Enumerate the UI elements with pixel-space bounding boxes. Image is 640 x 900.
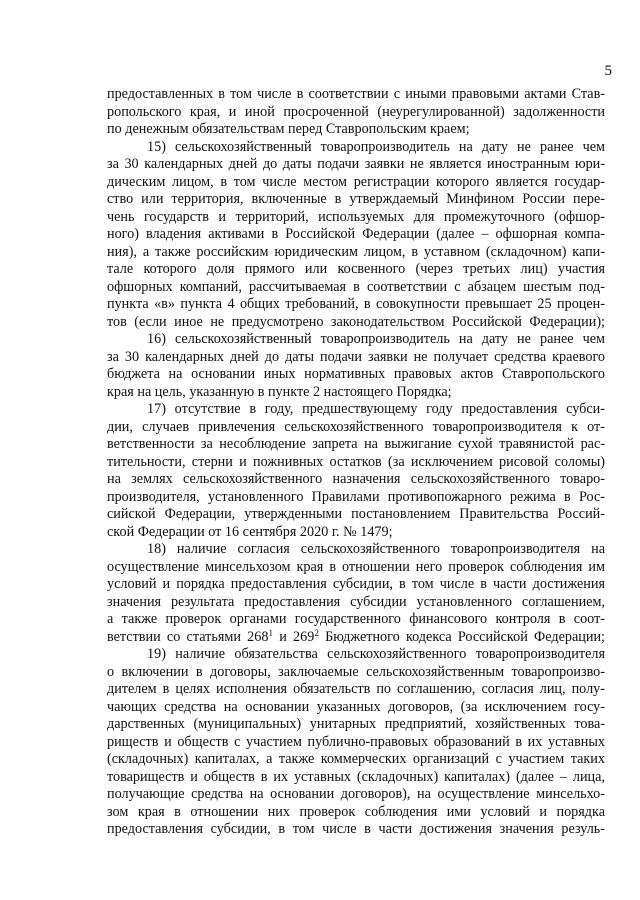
superscript: 2 — [314, 627, 319, 638]
text-line: зом края в отношении них проверок соблюдения ими условий и порядка — [107, 803, 605, 820]
text-line: за 30 календарных дней до даты подачи заявки не получает средства краевого — [107, 348, 605, 365]
text-line: за 30 календарных дней до даты подачи заявки не является иностранным юри- — [107, 156, 605, 172]
paragraph-item-15 — [107, 139, 605, 332]
text-line: дическим лицом, в том числе местом регистрации которого является государ- — [107, 173, 605, 190]
page-number: 5 — [604, 63, 612, 79]
text-line: осуществление минсельхозом края в отношении него проверок соблюдения им — [107, 558, 605, 575]
text-line: риществ и обществ с участием публично-правовых образований в их уставных — [107, 733, 605, 750]
text-line: значения результата предоставления субсидии установленного соглашением, — [107, 593, 605, 610]
text-line: офшорных компаний, рассчитываемая в соответствии с абзацем шестым под- — [107, 278, 605, 295]
text-line: чень государств и территорий, используемых для промежуточного (офшор- — [107, 208, 605, 225]
text-fragment: ветствии со статьями 268 — [107, 628, 269, 645]
text-line: условий и порядка предоставления субсидии, в том числе в части достижения — [107, 576, 605, 592]
text-line-with-superscripts — [107, 629, 605, 647]
text-line: сийской Федерации, утвержденными постановлением Правительства Россий- — [107, 506, 605, 522]
text-fragment: Бюджетного кодекса Российской Федерации; — [318, 628, 605, 645]
paragraph-14-continuation — [107, 86, 605, 139]
text-line: получающие средства на основании договоров), на осуществление минсельхо- — [107, 786, 605, 802]
text-line: дителем в целях исполнения обязательств по соглашению, согласия лиц, полу- — [107, 681, 605, 697]
text-line: ного) владения активами в Российской Федерации (далее – офшорная компа- — [107, 226, 605, 242]
text-line: 15) сельскохозяйственный товаропроизводитель на дату не ранее чем — [147, 138, 605, 155]
text-line: предоставленных в том числе в соответствии с иными правовыми актами Став- — [107, 86, 605, 102]
text-line: на землях сельскохозяйственного назначения сельскохозяйственного товаро- — [107, 471, 605, 487]
text-line: предоставления субсидии, в том числе в части достижения значения резуль- — [107, 821, 605, 837]
paragraph-item-19 — [107, 646, 605, 839]
text-line: а также проверок органами государственного финансового контроля в соот- — [107, 611, 605, 627]
text-line: тительности, стерни и пожнивных остатков (за исключением рисовой соломы) — [107, 453, 605, 470]
text-line: тов (если иное не предусмотрено законодательством Российской Федерации); — [107, 313, 605, 330]
text-line: по денежным обязательствам перед Ставропольским краем; — [107, 121, 470, 137]
text-line: ропольского края, и иной просроченной (неурегулированной) задолженности — [107, 103, 605, 120]
text-line: дарственных (муниципальных) унитарных предприятий, хозяйственных това- — [107, 716, 605, 732]
text-line: тале которого доля прямого или косвенного (через третьих лиц) участия — [107, 261, 605, 277]
document-body — [107, 86, 605, 839]
text-line: пункта «в» пункта 4 общих требований, в совокупности превышает 25 процен- — [107, 296, 605, 312]
text-line: ния), а также российским юридическим лицом, в уставном (складочном) капи- — [107, 243, 605, 260]
text-fragment: и 269 — [272, 628, 315, 645]
text-line: товариществ и обществ в их уставных (складочных) капиталах) (далее – лица, — [107, 768, 605, 785]
text-line: чающих средства на основании указанных договоров, (за исключением госу- — [107, 698, 605, 715]
text-line: 18) наличие согласия сельскохозяйственного товаропроизводителя на — [147, 541, 605, 557]
text-line: о включении в договоры, заключаемые сельскохозяйственным товаропроизво- — [107, 663, 605, 680]
text-line: края на цель, указанную в пункте 2 настоящего Порядка; — [107, 383, 452, 400]
text-line: 17) отсутствие в году, предшествующему году предоставления субси- — [147, 401, 605, 417]
text-line: (складочных) капиталах, а также коммерческих организаций с участием таких — [107, 751, 605, 767]
text-line: дии, случаев привлечения сельскохозяйственного товаропроизводителя к от- — [107, 418, 605, 435]
text-line: 19) наличие обязательства сельскохозяйственного товаропроизводителя — [147, 646, 605, 662]
text-line: бюджета на основании иных нормативных правовых актов Ставропольского — [107, 366, 605, 382]
paragraph-item-18 — [107, 541, 605, 646]
superscript: 1 — [268, 627, 273, 638]
paragraph-item-16 — [107, 331, 605, 401]
text-line: ство или территория, включенные в утверждаемый Минфином России пере- — [107, 191, 605, 207]
text-line: ветственности за несоблюдение запрета на выжигание сухой травянистой рас- — [107, 436, 605, 452]
text-line: 16) сельскохозяйственный товаропроизводитель на дату не ранее чем — [147, 331, 605, 347]
paragraph-item-17 — [107, 401, 605, 541]
text-line: производителя, установленного Правилами противопожарного режима в Рос- — [107, 488, 605, 505]
text-line: ской Федерации от 16 сентября 2020 г. № 1479; — [107, 523, 393, 540]
